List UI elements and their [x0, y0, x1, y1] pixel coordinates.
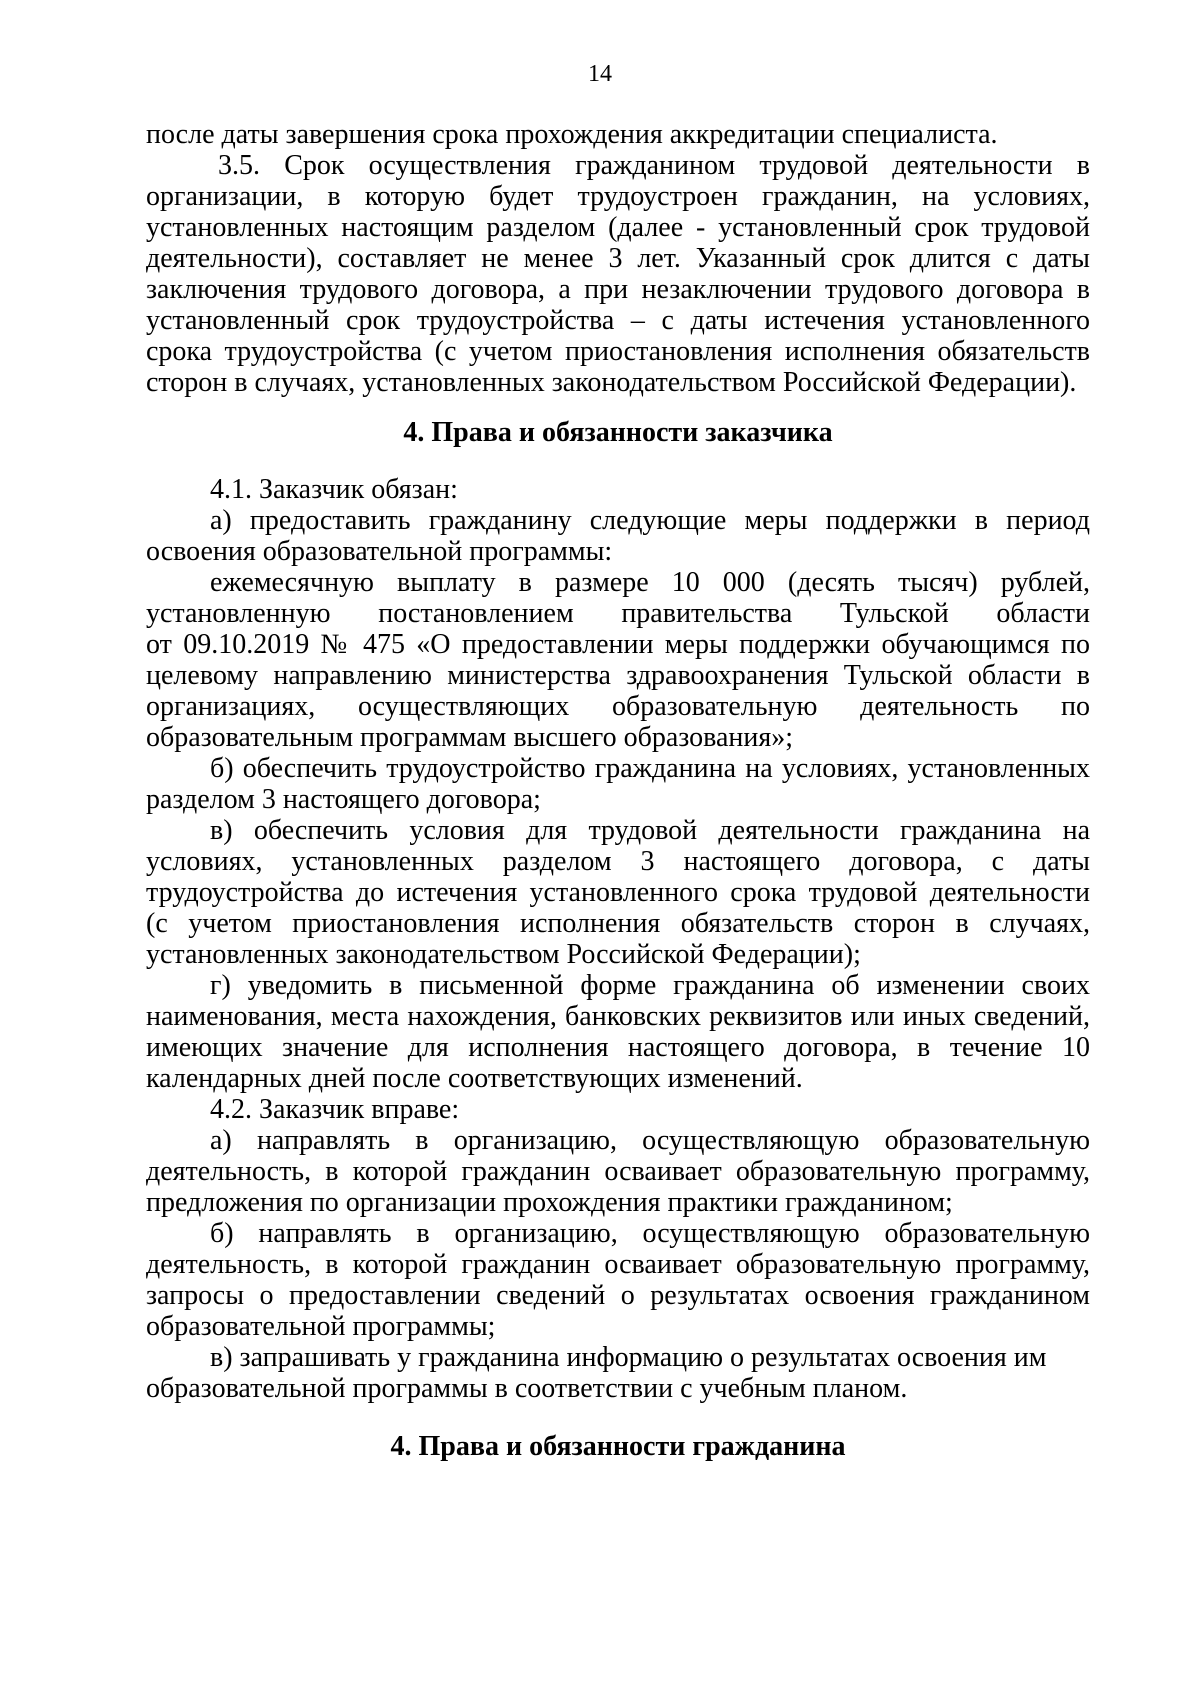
text-line: деятельность, в которой гражданин осваивает образовательную программу,	[146, 1249, 1090, 1280]
text-line: заключения трудового договора, а при незаключении трудового договора в	[146, 274, 1090, 305]
paragraph-4-1-a-payment	[146, 567, 1090, 753]
text-line: ежемесячную выплату в размере 10 000 (десять тысяч) рублей,	[210, 567, 1090, 598]
subsection-title-4-2: 4.2. Заказчик вправе:	[210, 1094, 460, 1125]
paragraph-4-1-b	[146, 753, 1090, 815]
section-heading-customer: 4. Права и обязанности заказчика	[403, 417, 833, 448]
paragraph-4-2-a	[146, 1125, 1090, 1218]
text-line: сторон в случаях, установленных законодательством Российской Федерации).	[146, 367, 1077, 398]
text-line: в) обеспечить условия для трудовой деятельности гражданина на	[210, 815, 1090, 846]
text-line: срока трудоустройства (с учетом приостановления исполнения обязательств	[146, 336, 1090, 367]
paragraph-4-1-g	[146, 970, 1090, 1094]
text-line: предложения по организации прохождения практики гражданином;	[146, 1187, 953, 1218]
text-line: разделом 3 настоящего договора;	[146, 784, 541, 815]
text-line: наименования, места нахождения, банковских реквизитов или иных сведений,	[146, 1001, 1090, 1032]
text-line: образовательной программы в соответствии с учебным планом.	[146, 1373, 908, 1404]
text-line: запросы о предоставлении сведений о результатах освоения гражданином	[146, 1280, 1090, 1311]
text-line: установленных настоящим разделом (далее - установленный срок трудовой	[146, 212, 1090, 243]
text-line: деятельности), составляет не менее 3 лет. Указанный срок длится с даты	[146, 243, 1090, 274]
paragraph-3-5	[146, 150, 1090, 398]
text-line: б) обеспечить трудоустройство гражданина на условиях, установленных	[210, 753, 1090, 784]
paragraph-4-1-a	[146, 505, 1090, 567]
text-line: деятельность, в которой гражданин осваивает образовательную программу,	[146, 1156, 1090, 1187]
paragraph-4-2-b	[146, 1218, 1090, 1342]
text-line: от 09.10.2019 № 475 «О предоставлении меры поддержки обучающимся по	[146, 629, 1090, 660]
text-line: а) направлять в организацию, осуществляющую образовательную	[210, 1125, 1090, 1156]
text-line: после даты завершения срока прохождения аккредитации специалиста.	[146, 119, 998, 150]
text-line: установленных законодательством Российской Федерации);	[146, 939, 861, 970]
text-line: трудоустройства до истечения установленного срока трудовой деятельности	[146, 877, 1090, 908]
text-line: установленный срок трудоустройства – с даты истечения установленного	[146, 305, 1090, 336]
subsection-title-4-1: 4.1. Заказчик обязан:	[210, 474, 458, 505]
text-line: условиях, установленных разделом 3 настоящего договора, с даты	[146, 846, 1090, 877]
text-line: (с учетом приостановления исполнения обязательств сторон в случаях,	[146, 908, 1090, 939]
section-heading-citizen: 4. Права и обязанности гражданина	[390, 1431, 846, 1462]
text-line: образовательной программы;	[146, 1311, 496, 1342]
text-line: в) запрашивать у гражданина информацию о результатах освоения им	[210, 1342, 1047, 1373]
text-line: образовательным программам высшего образования»;	[146, 722, 794, 753]
text-line: имеющих значение для исполнения настоящего договора, в течение 10	[146, 1032, 1090, 1063]
text-line: а) предоставить гражданину следующие меры поддержки в период	[210, 505, 1090, 536]
text-line: г) уведомить в письменной форме гражданина об изменении своих	[210, 970, 1090, 1001]
text-line: б) направлять в организацию, осуществляющую образовательную	[210, 1218, 1090, 1249]
text-line: целевому направлению министерства здравоохранения Тульской области в	[146, 660, 1090, 691]
text-line: установленную постановлением правительства Тульской области	[146, 598, 1090, 629]
page-number: 14	[588, 61, 612, 87]
text-line: освоения образовательной программы:	[146, 536, 613, 567]
text-line: календарных дней после соответствующих изменений.	[146, 1063, 803, 1094]
text-line: организациях, осуществляющих образовательную деятельность по	[146, 691, 1090, 722]
paragraph-4-1-v	[146, 815, 1090, 970]
text-line: организации, в которую будет трудоустроен гражданин, на условиях,	[146, 181, 1090, 212]
document-body	[146, 119, 1090, 1462]
text-line: 3.5. Срок осуществления гражданином трудовой деятельности в	[218, 150, 1090, 181]
paragraph-4-2-v	[146, 1342, 1090, 1404]
